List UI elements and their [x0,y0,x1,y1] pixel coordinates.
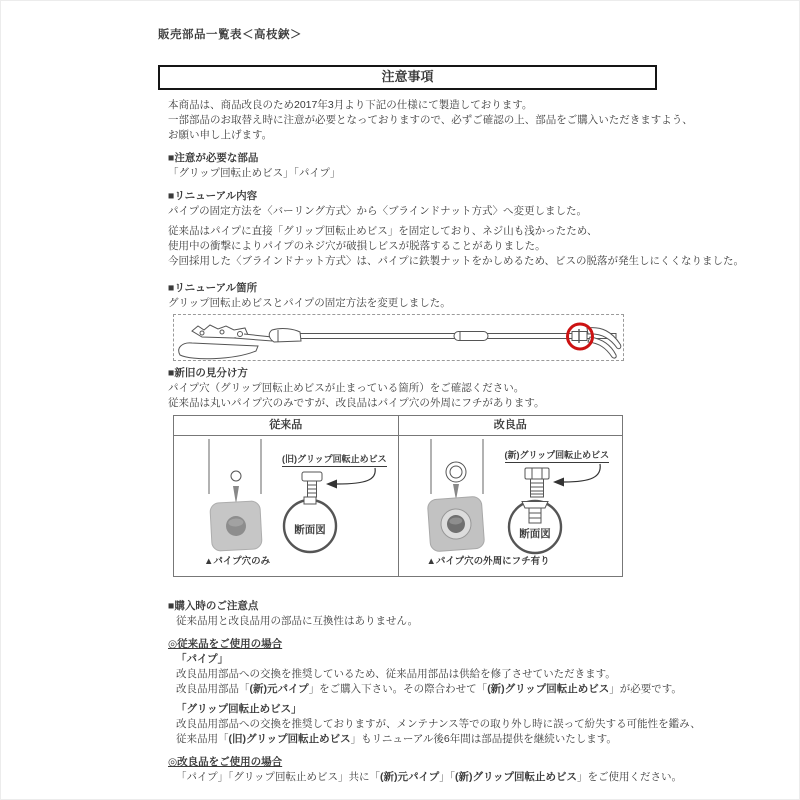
section-renewal-spot [158,281,778,311]
new-cross-section [509,501,561,553]
new-screw-illustration [525,468,549,497]
text-segment: 」もリニューアル後6年間は部品提供を継続いたします。 [350,733,617,745]
pruner-diagram-box [173,314,624,361]
old-use-screw-line-1: 改良品用部品への交換を推奨しておりますが、メンテナンス等での取り外し時に誤って紛失する可能性を鑑み、 [176,718,701,730]
new-cross-section-label: 断面図 [518,528,551,540]
identify-line-1: パイプ穴（グリップ回転止めビスが止まっている箇所）をご確認ください。 [168,382,525,394]
renewal-content-line-4: 今回採用した〈ブラインドナット方式〉は、パイプに鉄製ナットをかしめるため、ビスの脱落が発生しにくくなりました。 [168,255,745,267]
renewal-content-line-3: 使用中の衝撃によりパイプのネジ穴が破損しビスが脱落することがありました。 [168,240,546,252]
old-use-screw-title: 「グリップ回転止めビス」 [176,703,302,715]
pruner-illustration [174,315,623,360]
text-segment: 」をご購入下さい。その際合わせて「 [308,683,488,695]
new-product-cell [398,436,623,577]
text-segment: 従来品用「 [176,733,229,745]
page-title: 販売部品一覧表＜高枝鋏＞ [158,29,302,41]
old-callout-pointer [233,486,239,504]
text-segment: 改良品用部品「 [176,683,250,695]
renewal-content-paragraph [168,224,778,269]
new-caption: ▲パイプ穴の外周にフチ有り [426,556,550,567]
pruner-cutting-head [179,325,272,359]
section-purchase-notes [158,599,778,629]
renewal-content-heading: ■リニューアル内容 [168,190,258,202]
notice-heading-label: 注意事項 [381,69,434,84]
text-segment-part-name: (新)グリップ回転止めビス [487,683,610,695]
old-use-heading: ◎従来品をご使用の場合 [168,638,283,650]
section-renewal-content [158,189,778,269]
new-pipe-photo [427,496,484,552]
intro-line-1: 本商品は、商品改良のため2017年3月より下記の仕様にて製造しております。 [168,99,533,111]
new-use-heading: ◎改良品をご使用の場合 [168,756,283,768]
identify-heading: ■新旧の見分け方 [168,367,248,379]
text-segment-part-name: (新)グリップ回転止めビス [454,771,578,783]
old-caption: ▲パイプ穴のみ [204,556,271,567]
purchase-notes-heading: ■購入時のご注意点 [168,600,259,612]
old-pipe-photo [210,501,262,552]
old-product-cell [174,436,399,577]
old-screw-illustration [302,472,322,497]
old-cross-section [284,497,336,552]
text-segment: 「パイプ」「グリップ回転止めビス」共に「 [176,771,381,783]
old-screw-label: (旧)グリップ回転止めビス [282,454,387,467]
text-segment-part-name: (新)元パイプ [249,683,309,695]
new-screw-label: (新)グリップ回転止めビス [505,450,610,463]
text-segment: 」が必要です。 [609,683,682,695]
comparison-header-row [174,416,623,436]
pruner-pole [269,329,616,342]
text-segment-part-name: (新)元パイプ [380,771,440,783]
comparison-body-row [174,436,623,577]
old-cross-section-label: 断面図 [294,524,326,536]
old-use-pipe-line-2 [176,682,778,697]
old-use-pipe-title: 「パイプ」 [176,653,229,665]
intro-line-2: 一部部品のお取替え時に注意が必要となっておりますので、必ずご確認の上、部品をご購入いただきますよう、 [168,114,693,126]
new-callout-arrow [553,464,600,487]
section-old-product-use [158,637,778,747]
old-pipe-front-view [209,439,261,494]
caution-parts-body: 「グリップ回転止めビス」「パイプ」 [168,167,341,179]
pruner-grip-connector [572,329,587,343]
intro-line-3: お願い申し上げます。 [168,129,273,141]
text-segment: 」「 [439,771,455,783]
section-identify [158,366,778,411]
renewal-spot-body: グリップ回転止めビスとパイプの固定方法を変更しました。 [168,297,451,309]
section-new-product-use [158,755,778,785]
text-segment-part-name: (旧)グリップ回転止めビス [228,733,351,745]
renewal-content-line-1: パイプの固定方法を〈バーリング方式〉から〈ブラインドナット方式〉へ変更しました。 [168,205,587,217]
new-use-line [176,770,778,785]
old-callout-arrow [326,468,375,489]
old-product-figure [174,436,398,576]
section-caution-parts [158,151,778,181]
renewal-spot-heading: ■リニューアル箇所 [168,282,258,294]
col-header-old: 従来品 [174,416,399,436]
text-segment: 」をご使用ください。 [577,771,683,783]
old-use-pipe-line-1: 改良品用部品への交換を推奨しているため、従来品用部品は供給を修了させていただきます。 [176,668,616,680]
document-body [158,28,778,785]
old-use-screw-line-2 [176,732,778,747]
purchase-notes-body: 従来品用と改良品用の部品に互換性はありません。 [176,615,419,627]
caution-parts-heading: ■注意が必要な部品 [168,152,259,164]
comparison-table [173,415,623,577]
identify-line-2: 従来品は丸いパイプ穴のみですが、改良品はパイプ穴の外周にフチがあります。 [168,397,545,409]
col-header-new: 改良品 [398,416,623,436]
renewal-content-line-2: 従来品はパイプに直接「グリップ回転止めビス」を固定しており、ネジ山も浅かったため、 [168,225,598,237]
notice-heading-box [158,65,657,90]
intro-paragraph [168,98,778,143]
new-product-figure [399,436,623,576]
